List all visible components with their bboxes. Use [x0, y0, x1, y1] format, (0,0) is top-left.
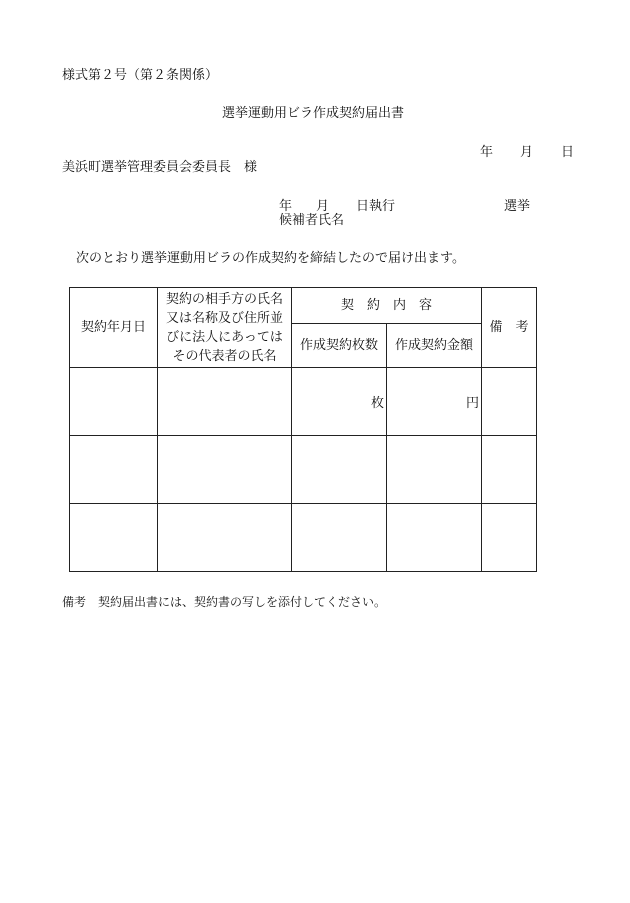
statement: 次のとおり選挙運動用ビラの作成契約を締結したので届け出ます。 [76, 251, 465, 266]
cell-contract-date [70, 504, 158, 572]
cell-counterparty [158, 436, 292, 504]
date-year-label: 年 [480, 145, 494, 160]
cell-contract-amount [387, 368, 482, 436]
document-title: 選挙運動用ビラ作成契約届出書 [222, 106, 405, 121]
addressee: 美浜町選挙管理委員会委員長 様 [62, 160, 258, 175]
table-row [70, 504, 537, 572]
cell-copy-count [292, 368, 387, 436]
header-counterparty-line: びに法人にあっては [166, 329, 283, 345]
header-remarks: 備 考 [482, 288, 537, 368]
header-contract-details: 契 約 内 容 [292, 288, 482, 324]
cell-remarks [482, 504, 537, 572]
table-row [70, 436, 537, 504]
form-number: 様式第２号（第２条関係） [62, 68, 219, 83]
cell-counterparty [158, 504, 292, 572]
cell-contract-date [70, 368, 158, 436]
contract-table [69, 287, 537, 572]
unit-sheets: 枚 [370, 396, 384, 411]
cell-remarks [482, 436, 537, 504]
header-contract-date: 契約年月日 [70, 288, 158, 368]
cell-contract-amount [387, 436, 482, 504]
candidate-name-label: 候補者氏名 [279, 213, 345, 228]
header-contract-amount: 作成契約金額 [387, 324, 482, 368]
header-counterparty-line: その代表者の氏名 [172, 348, 277, 364]
cell-copy-count [292, 436, 387, 504]
election-month-label: 月 [316, 199, 330, 214]
date-month-label: 月 [520, 145, 534, 160]
election-day-label: 日執行 [356, 199, 396, 214]
cell-remarks [482, 368, 537, 436]
cell-copy-count [292, 504, 387, 572]
header-counterparty [158, 288, 292, 368]
election-label: 選挙 [504, 199, 531, 214]
date-day-label: 日 [561, 145, 575, 160]
cell-contract-amount [387, 504, 482, 572]
header-copy-count: 作成契約枚数 [292, 324, 387, 368]
header-counterparty-line: 契約の相手方の氏名 [165, 291, 283, 307]
unit-yen: 円 [466, 396, 480, 411]
election-year-label: 年 [279, 199, 293, 214]
footnote: 備考 契約届出書には、契約書の写しを添付してください。 [62, 595, 387, 609]
cell-counterparty [158, 368, 292, 436]
cell-contract-date [70, 436, 158, 504]
table-row [70, 368, 537, 436]
header-counterparty-line: 又は名称及び住所並 [165, 310, 283, 326]
